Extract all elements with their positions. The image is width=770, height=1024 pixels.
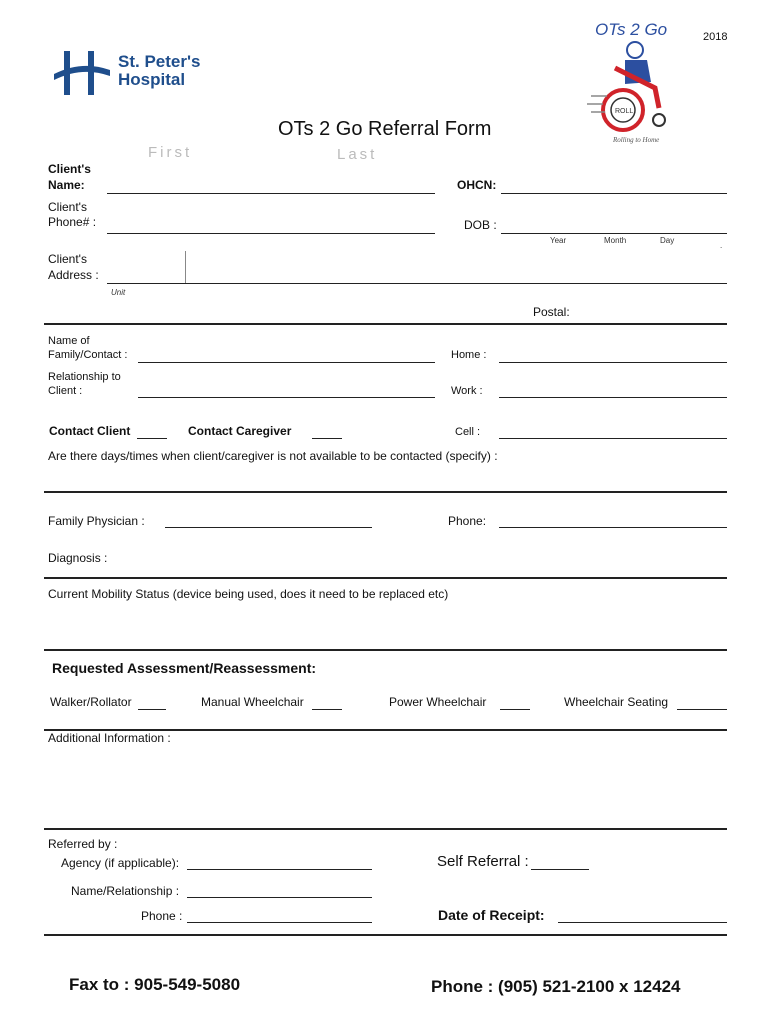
first-name-placeholder: First: [148, 144, 193, 161]
logo-tagline: Rolling to Home: [613, 136, 660, 144]
client-name-field[interactable]: [107, 193, 435, 194]
dob-dot: .: [720, 241, 723, 250]
relationship-label-2: Client :: [48, 385, 83, 397]
physician-phone-label: Phone:: [448, 514, 487, 528]
section-divider-1: [44, 323, 727, 325]
mobility-label: Current Mobility Status (device being used, does it need to be replaced etc): [48, 587, 449, 601]
last-name-placeholder: Last: [337, 146, 378, 163]
dob-month-label: Month: [604, 236, 627, 245]
contact-name-label-2: Family/Contact :: [48, 349, 128, 361]
walker-label: Walker/Rollator: [50, 695, 132, 709]
physician-field[interactable]: [165, 527, 372, 528]
diagnosis-label: Diagnosis :: [48, 551, 108, 565]
power-wheelchair-checkbox[interactable]: [500, 709, 530, 710]
agency-label: Agency (if applicable):: [61, 856, 180, 870]
section-divider-2: [44, 491, 727, 493]
walker-checkbox[interactable]: [138, 709, 166, 710]
section-divider-6: [44, 828, 727, 830]
contact-name-label-1: Name of: [48, 335, 90, 347]
name-relationship-field[interactable]: [187, 897, 372, 898]
relationship-field[interactable]: [138, 397, 435, 398]
wheelchair-seating-label: Wheelchair Seating: [564, 695, 669, 709]
relationship-label-1: Relationship to: [48, 371, 121, 383]
hospital-name-line1: St. Peter's: [118, 52, 201, 71]
referrer-phone-field[interactable]: [187, 922, 372, 923]
home-phone-field[interactable]: [499, 362, 727, 363]
ohcn-field[interactable]: [501, 193, 727, 194]
additional-info-label: Additional Information :: [48, 731, 171, 745]
name-relationship-label: Name/Relationship :: [71, 884, 180, 898]
unit-divider: [185, 251, 186, 283]
wheelchair-figure-icon: [585, 38, 685, 146]
date-of-receipt-field[interactable]: [558, 922, 727, 923]
dob-day-label: Day: [660, 236, 675, 245]
cell-label: Cell :: [455, 426, 481, 438]
home-label: Home :: [451, 349, 487, 361]
client-phone-field[interactable]: [107, 233, 435, 234]
physician-phone-field[interactable]: [499, 527, 727, 528]
manual-wheelchair-label: Manual Wheelchair: [201, 695, 304, 709]
requested-heading: Requested Assessment/Reassessment:: [52, 660, 317, 676]
contact-name-field[interactable]: [138, 362, 435, 363]
self-referral-label: Self Referral :: [437, 853, 529, 870]
ots-logo-text: OTs 2 Go: [595, 20, 668, 39]
contact-client-checkbox[interactable]: [137, 438, 167, 439]
client-phone-label-2: Phone# :: [48, 215, 97, 229]
contact-caregiver-checkbox[interactable]: [312, 438, 342, 439]
work-phone-field[interactable]: [499, 397, 727, 398]
logo-wheel-text: ROLL: [615, 108, 634, 115]
address-field[interactable]: [107, 283, 727, 284]
hospital-bridge-icon: [52, 48, 112, 98]
address-label-2: Address :: [48, 268, 99, 282]
client-phone-label-1: Client's: [48, 200, 87, 214]
hospital-name-line2: Hospital: [118, 70, 186, 89]
contact-client-label: Contact Client: [49, 424, 131, 438]
wheelchair-seating-checkbox[interactable]: [677, 709, 727, 710]
section-divider-7: [44, 934, 727, 936]
dob-label: DOB :: [464, 218, 497, 232]
ots-2-go-logo: [585, 18, 685, 148]
client-name-label-1: Client's: [48, 162, 91, 176]
form-title: OTs 2 Go Referral Form: [278, 118, 492, 140]
section-divider-4: [44, 649, 727, 651]
referrer-phone-label: Phone :: [141, 909, 183, 923]
work-label: Work :: [451, 385, 483, 397]
section-divider-3: [44, 577, 727, 579]
referred-by-label: Referred by :: [48, 837, 118, 851]
postal-label: Postal:: [533, 305, 570, 319]
fax-number: Fax to : 905-549-5080: [69, 975, 241, 994]
availability-question: Are there days/times when client/caregiver is not available to be contacted (specify) :: [48, 449, 498, 463]
power-wheelchair-label: Power Wheelchair: [389, 695, 487, 709]
year-label: 2018: [703, 31, 728, 43]
dob-year-label: Year: [550, 236, 567, 245]
client-name-label-2: Name:: [48, 178, 85, 192]
unit-label: Unit: [111, 288, 126, 297]
cell-phone-field[interactable]: [499, 438, 727, 439]
manual-wheelchair-checkbox[interactable]: [312, 709, 342, 710]
phone-number: Phone : (905) 521-2100 x 12424: [431, 977, 681, 996]
ohcn-label: OHCN:: [457, 178, 497, 192]
contact-caregiver-label: Contact Caregiver: [188, 424, 292, 438]
agency-field[interactable]: [187, 869, 372, 870]
address-label-1: Client's: [48, 252, 87, 266]
self-referral-checkbox[interactable]: [531, 869, 589, 870]
date-of-receipt-label: Date of Receipt:: [438, 907, 545, 923]
physician-label: Family Physician :: [48, 514, 145, 528]
st-peters-hospital-logo: [52, 48, 222, 98]
